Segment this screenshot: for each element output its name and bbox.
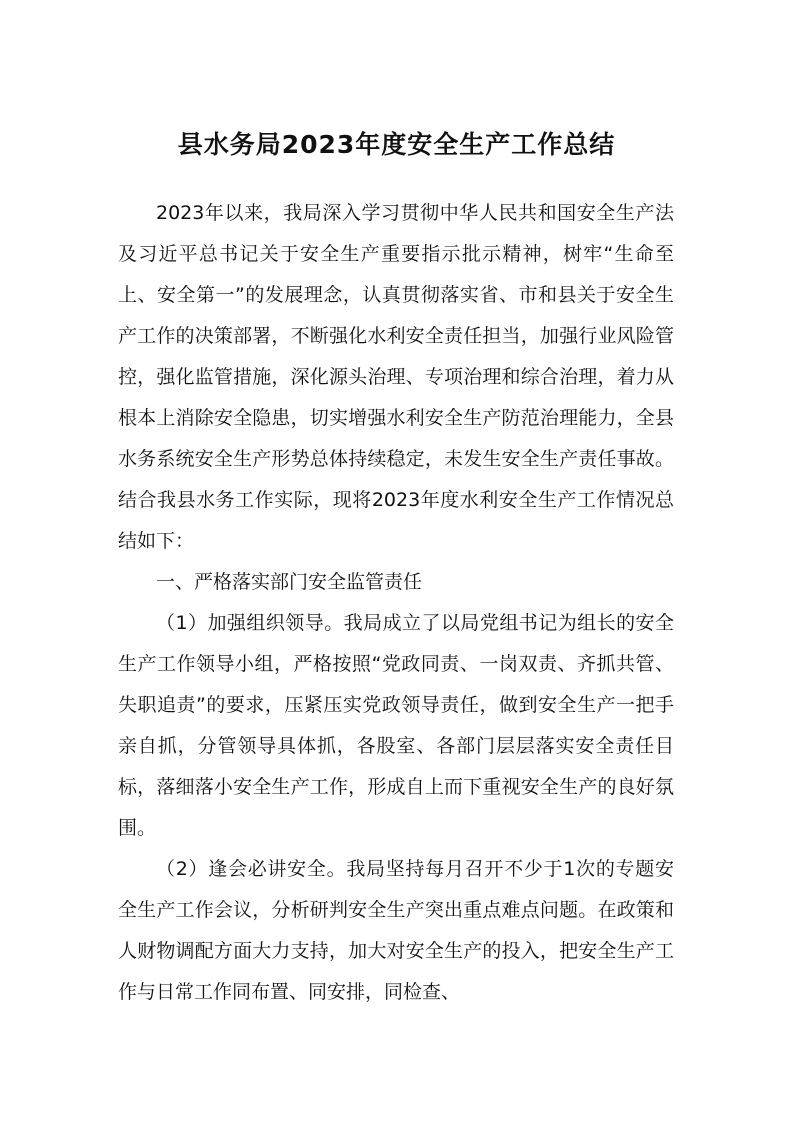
- intro-paragraph: 2023年以来，我局深入学习贯彻中华人民共和国安全生产法及习近平总书记关于安全生产重要指示批示精神，树牢“生命至上、安全第一”的发展理念，认真贯彻落实省、市和县关于安全生产工作的决策部署，不断强化水利安全责任担当，加强行业风险管控，强化监管措施，深化源头治理、专项治理和综合治理，着力从根本上消除安全隐患，切实增强水利安全生产防范治理能力，全县水务系统安全生产形势总体持续稳定，未发生安全生产责任事故。结合我县水务工作实际，现将2023年度水利安全生产工作情况总结如下：: [118, 202, 674, 552]
- section-heading: 一、严格落实部门安全监管责任: [156, 571, 423, 593]
- item-paragraph-2: （2）逢会必讲安全。我局坚持每月召开不少于1次的专题安全生产工作会议，分析研判安全生产突出重点难点问题。在政策和人财物调配方面大力支持，加大对安全生产的投入，把安全生产工作与日常工作同布置、同安排，同检查、: [118, 858, 674, 1003]
- document-body: [118, 193, 674, 1013]
- item-paragraph-1: （1）加强组织领导。我局成立了以局党组书记为组长的安全生产工作领导小组，严格按照“党政同责、一岗双责、齐抓共管、失职追责”的要求，压紧压实党政领导责任，做到安全生产一把手亲自抓，分管领导具体抓，各股室、各部门层层落实安全责任目标，落细落小安全生产工作，形成自上而下重视安全生产的良好氛围。: [118, 612, 674, 839]
- document-title: 县水务局2023年度安全生产工作总结: [177, 130, 616, 159]
